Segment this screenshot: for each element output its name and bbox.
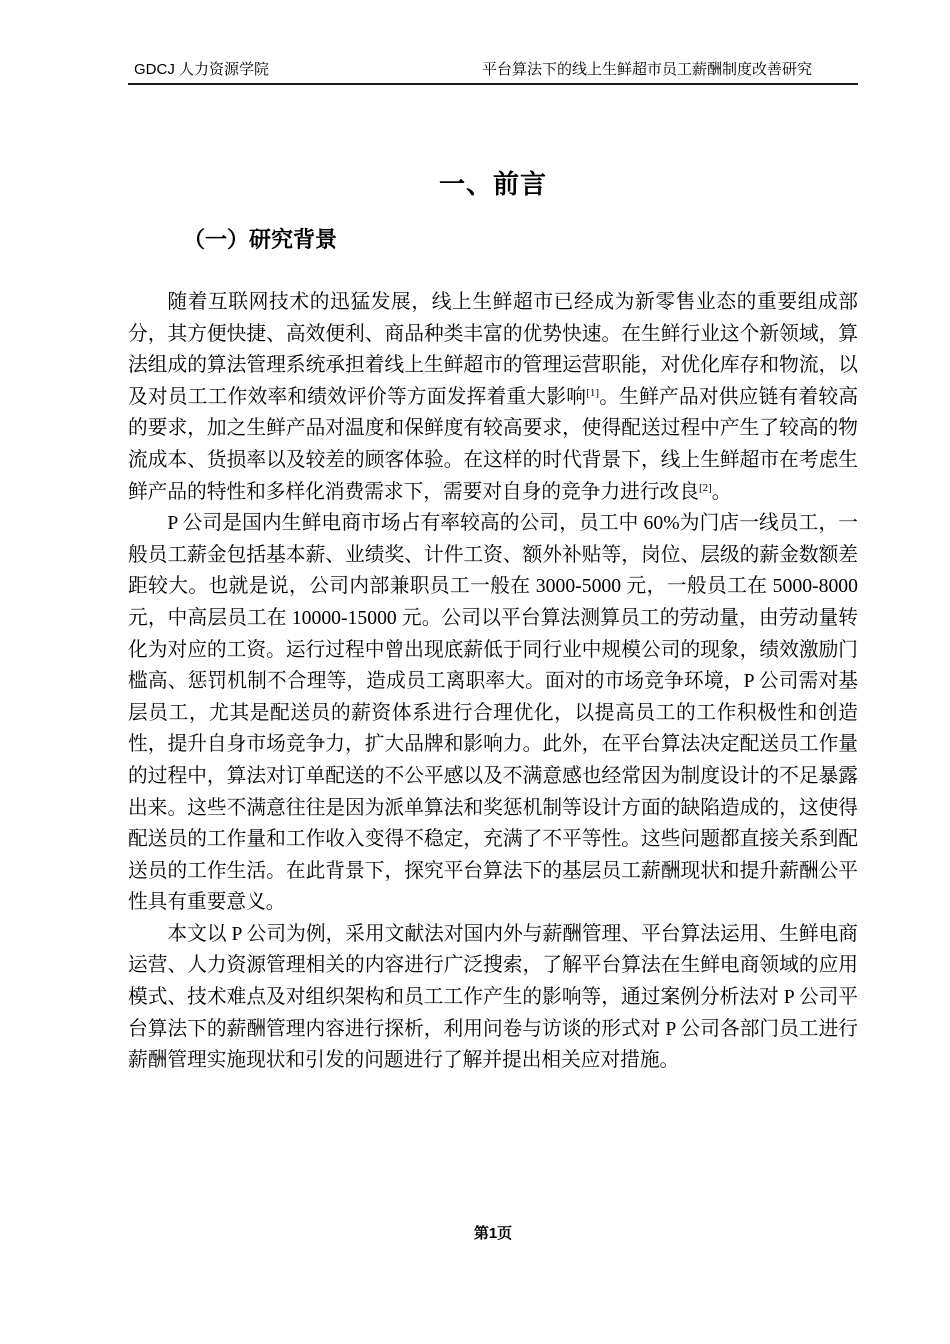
header-thesis-title: 平台算法下的线上生鲜超市员工薪酬制度改善研究: [481, 61, 812, 78]
paragraph-1-period: 。: [711, 480, 732, 503]
paragraph-3-text: 本文以 P 公司为例，采用文献法对国内外与薪酬管理、平台算法运用、生鲜电商运营、人力资源管理相关的内容进行广泛搜索，了解平台算法在生鲜电商领域的应用模式、技术难点及对组织架构和员工工作产生的影响等，通过案例分析法对 P 公司平台算法下的薪酬管理内容进行探析，利用问卷与访谈的形式对 P 公司各部门员工进行薪酬管理实施现状和引发的问题进行了解并提出相关应对措施。: [128, 922, 858, 1072]
page-footer: [128, 1224, 858, 1244]
paragraph-1-text: 随着互联网技术的迅猛发展，线上生鲜超市已经成为新零售业态的重要组成部分，其方便快捷、高效便利、商品种类丰富的优势快速。在生鲜行业这个新领域，算法组成的算法管理系统承担着线上生鲜超市的管理运营职能，对优化库存和物流，以及对员工工作效率和绩效评价等方面发挥着重大影响: [128, 291, 858, 408]
citation-ref-2: [2]: [698, 481, 712, 494]
paragraph-2: [128, 508, 858, 919]
page-number-label: 第1页: [473, 1225, 513, 1242]
paragraph-1: [128, 287, 858, 508]
citation-ref-1: [1]: [586, 386, 600, 399]
paragraph-1-text-continued: 。生鲜产品对供应链有着较高的要求，加之生鲜产品对温度和保鲜度有较高要求，使得配送过程中产生了较高的物流成本、货损率以及较差的顾客体验。在这样的时代背景下，线上生鲜超市在考虑生鲜产品的特性和多样化消费需求下，需要对自身的竞争力进行改良: [128, 385, 859, 503]
chapter-title: 一、前言: [438, 169, 547, 199]
section-heading: （一）研究背景: [183, 227, 338, 252]
paragraph-2-text: P 公司是国内生鲜电商市场占有率较高的公司，员工中 60%为门店一线员工，一般员工薪金包括基本薪、业绩奖、计件工资、额外补贴等，岗位、层级的薪金数额差距较大。也就是说，公司内部兼职员工一般在 3000-5000 元，一般员工在 5000-8000 元，中高层员工在 10000-15000 元。公司以平台算法测算员工的劳动量，由劳动量转化为对应的工资。运行过程中曾出现底薪低于同行业中规模公司的现象，绩效激励门槛高、惩罚机制不合理等，造成员工离职率大。面对的市场竞争环境，P 公司需对基层员工，尤其是配送员的薪资体系进行合理优化，以提高员工的工作积极性和创造性，提升自身市场竞争力，扩大品牌和影响力。此外，在平台算法决定配送员工作量的过程中，算法对订单配送的不公平感以及不满意感也经常因为制度设计的不足暴露出来。这些不满意往往是因为派单算法和奖惩机制等设计方面的缺陷造成的，这使得配送员的工作量和工作收入变得不稳定，充满了不平等性。这些问题都直接关系到配送员的工作生活。在此背景下，探究平台算法下的基层员工薪酬现状和提升薪酬公平性具有重要意义。: [128, 512, 858, 914]
body-text: [128, 287, 858, 1077]
running-header: [128, 61, 858, 85]
paragraph-3: [128, 919, 858, 1077]
header-institution: GDCJ 人力资源学院: [134, 61, 270, 78]
